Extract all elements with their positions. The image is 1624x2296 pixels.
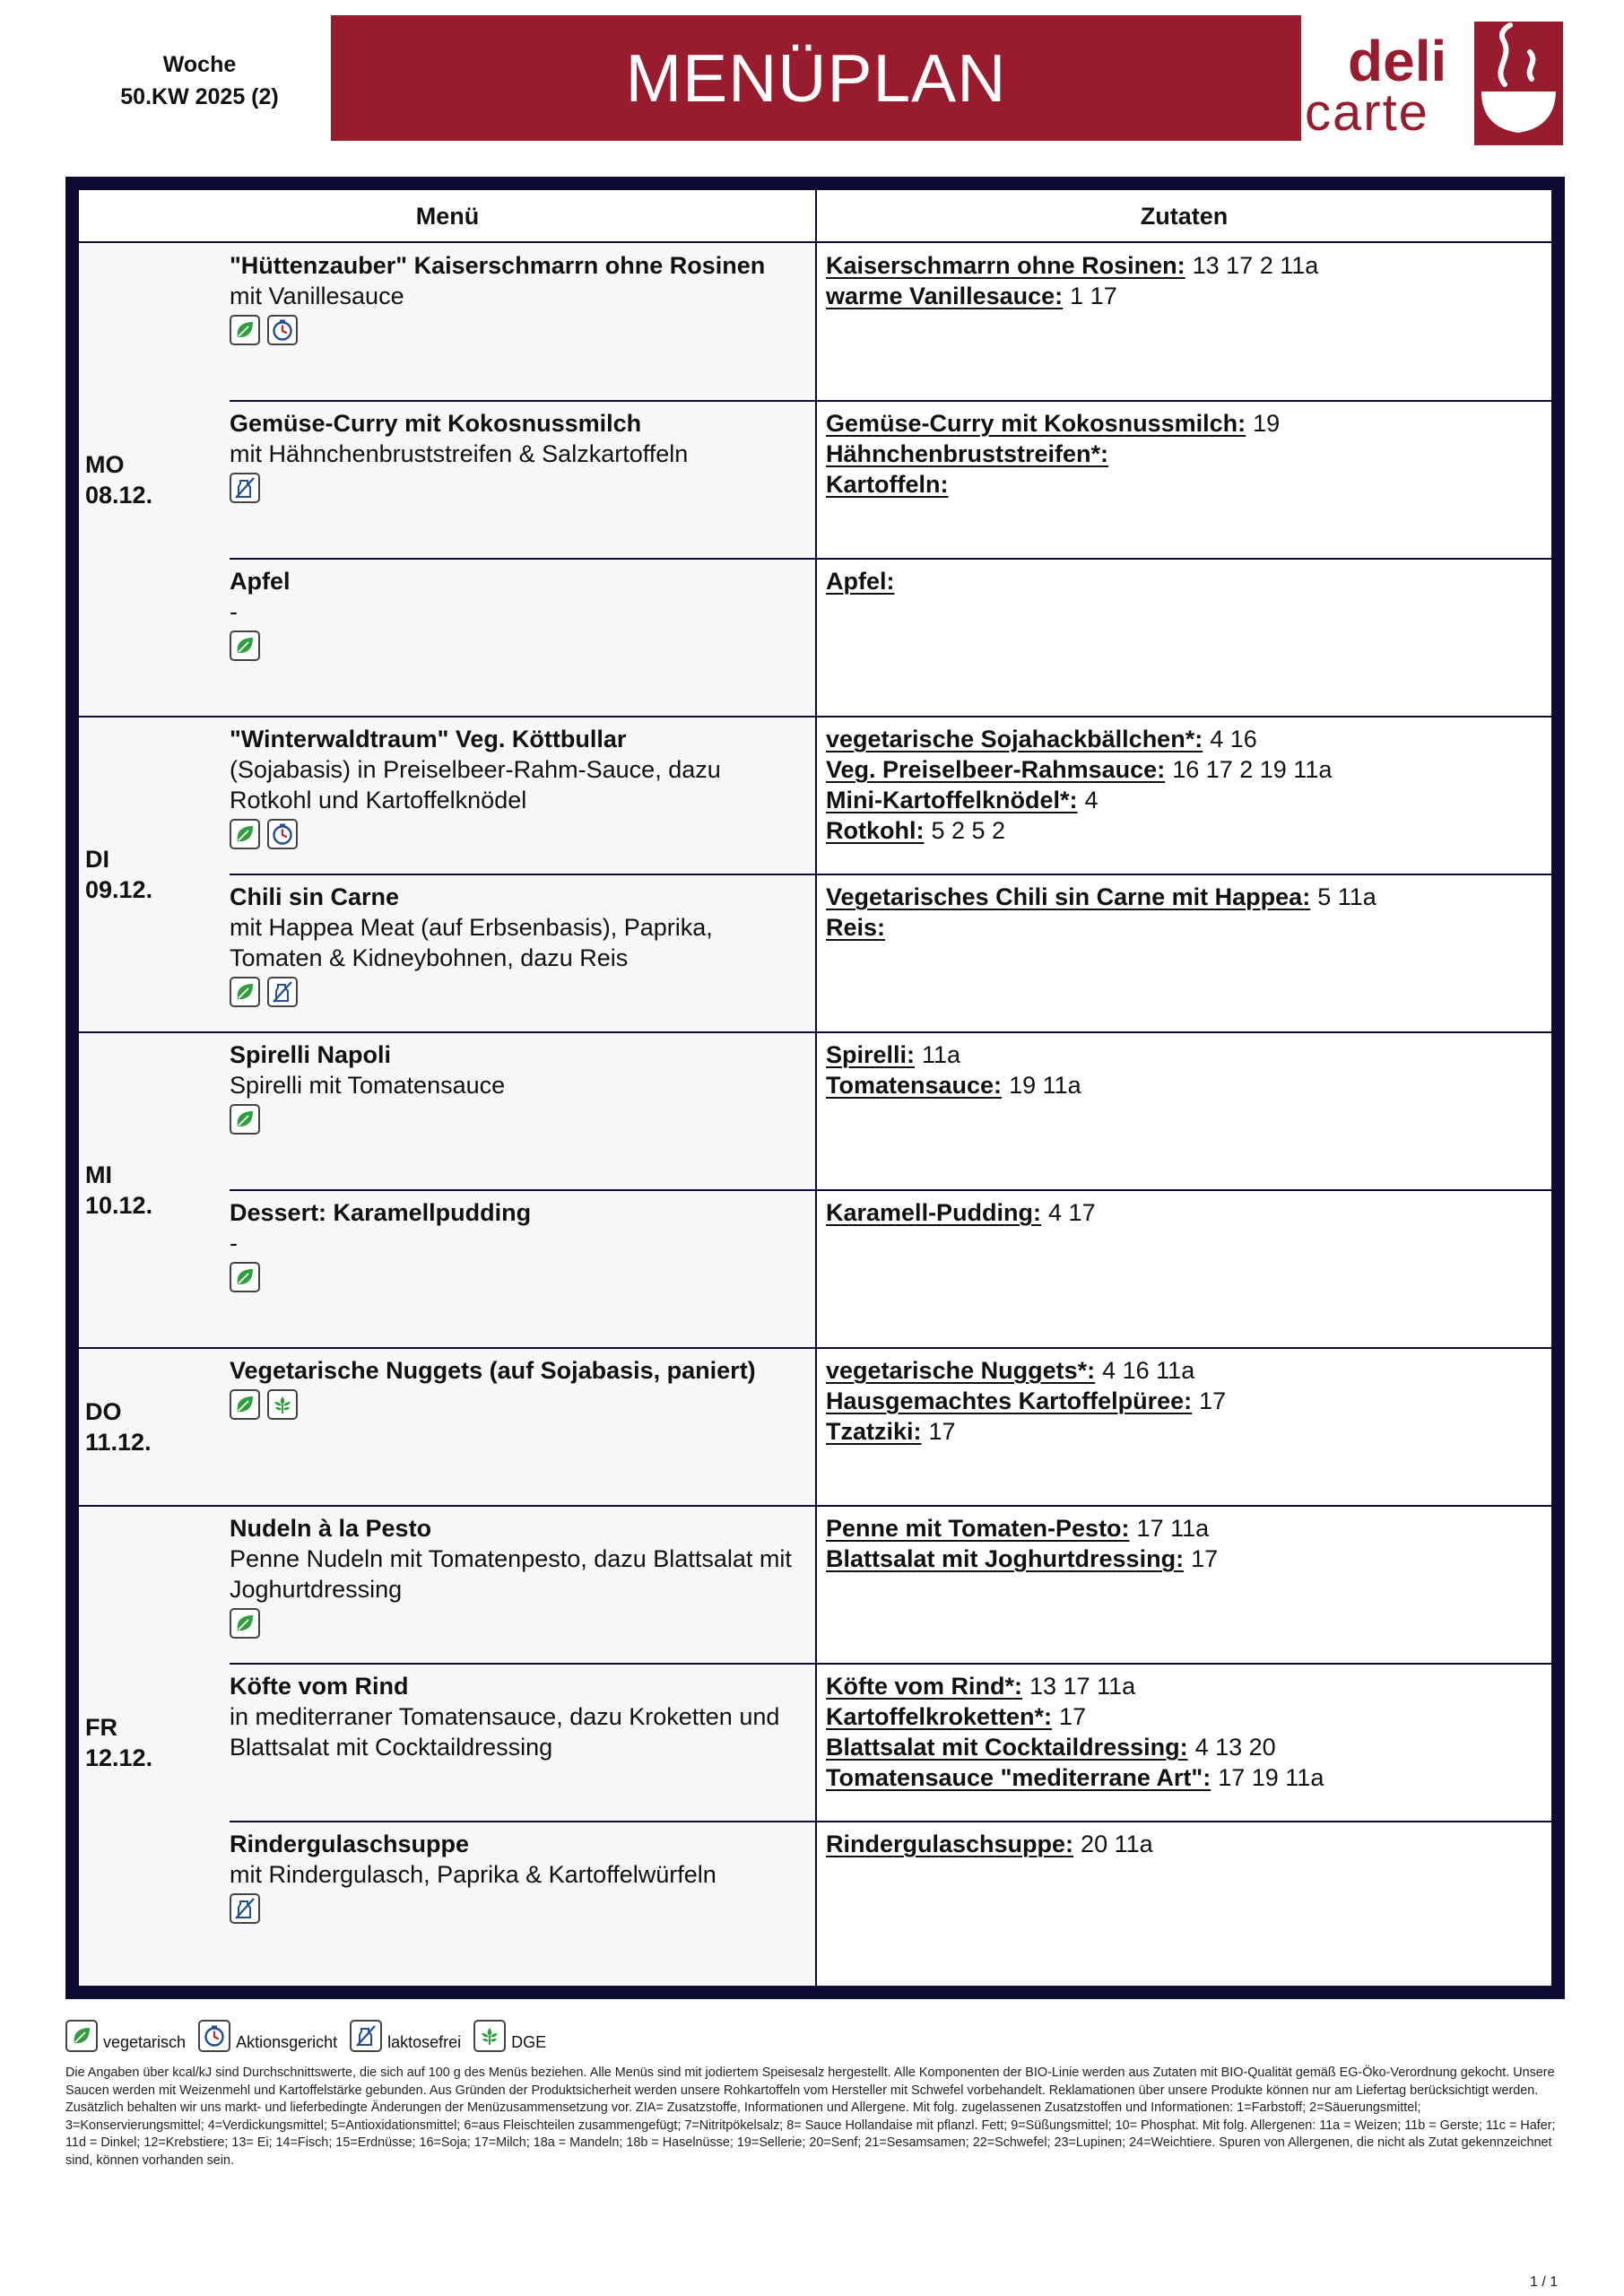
ingredient-line xyxy=(826,566,1543,596)
legend-label-action: Aktionsgericht xyxy=(236,2033,338,2051)
menu-table xyxy=(79,190,1551,1986)
ingredient-name: vegetarische Sojahackbällchen*: xyxy=(826,726,1203,752)
ingredient-line xyxy=(826,754,1543,785)
menu-item xyxy=(230,1671,812,1762)
legend-vegetarian xyxy=(65,2020,186,2052)
legend-label-dge: DGE xyxy=(511,2033,547,2051)
menu-item xyxy=(230,408,812,503)
ingredient-name: Kartoffelkroketten*: xyxy=(826,1703,1053,1730)
dge-icon xyxy=(267,1389,298,1420)
ingredient-list xyxy=(826,250,1543,311)
menu-item xyxy=(230,882,812,1007)
week-value: 50.KW 2025 (2) xyxy=(120,84,279,109)
dish-description: mit Happea Meat (auf Erbsenbasis), Paprika, xyxy=(230,914,713,941)
ingredient-name: Apfel: xyxy=(826,568,895,595)
vegetarian-icon xyxy=(230,315,260,345)
lactose-free-icon xyxy=(267,977,298,1007)
day-label xyxy=(85,1396,152,1457)
ingredient-name: Vegetarisches Chili sin Carne mit Happea: xyxy=(826,883,1311,910)
dish-name: Spirelli Napoli xyxy=(230,1041,392,1068)
legend-dge xyxy=(473,2020,546,2052)
allergen-codes: 17 xyxy=(1191,1545,1219,1572)
dge-icon xyxy=(473,2020,506,2052)
ingredient-line xyxy=(826,408,1543,439)
allergen-codes: 19 11a xyxy=(1009,1072,1081,1099)
ingredient-name: Mini-Kartoffelknödel*: xyxy=(826,787,1078,813)
day-label xyxy=(85,1160,152,1221)
ingredient-line xyxy=(826,1701,1543,1732)
dish-description: Joghurtdressing xyxy=(230,1576,403,1603)
ingredient-line xyxy=(826,785,1543,815)
ingredient-name: Blattsalat mit Joghurtdressing: xyxy=(826,1545,1185,1572)
allergen-codes: 4 16 11a xyxy=(1102,1357,1195,1384)
allergen-codes: 17 11a xyxy=(1136,1515,1210,1542)
day-date: 10.12. xyxy=(85,1192,153,1219)
day-divider xyxy=(79,716,1551,718)
day-date: 08.12. xyxy=(85,482,153,509)
ingredient-line xyxy=(826,1416,1543,1447)
dish-name: Rindergulaschsuppe xyxy=(230,1831,470,1857)
dish-name: Chili sin Carne xyxy=(230,883,400,910)
menu-item xyxy=(230,1513,812,1639)
day-date: 09.12. xyxy=(85,876,153,903)
column-header-menu: Menü xyxy=(79,190,816,242)
ingredient-list xyxy=(826,724,1543,846)
dish-description: mit Hähnchenbruststreifen & Salzkartoffeln xyxy=(230,440,689,467)
logo-bowl-icon xyxy=(1474,22,1563,145)
menu-item xyxy=(230,1039,812,1135)
ingredient-line xyxy=(826,1039,1543,1070)
ingredient-line xyxy=(826,1355,1543,1386)
day-name: DI xyxy=(85,846,109,873)
allergen-codes: 17 xyxy=(1199,1387,1227,1414)
ingredient-list xyxy=(826,1513,1543,1574)
ingredient-line xyxy=(826,250,1543,281)
ingredient-name: Köfte vom Rind*: xyxy=(826,1673,1022,1700)
dish-name: Nudeln à la Pesto xyxy=(230,1515,432,1542)
allergen-codes: 13 17 11a xyxy=(1029,1673,1136,1700)
dish-description: Penne Nudeln mit Tomatenpesto, dazu Blattsalat mit xyxy=(230,1545,792,1572)
dish-icons xyxy=(230,1104,812,1135)
day-name: MO xyxy=(85,451,125,478)
legend-lactose-free xyxy=(350,2020,461,2052)
allergen-codes: 16 17 2 19 11a xyxy=(1172,756,1333,783)
day-name: MI xyxy=(85,1161,112,1188)
dish-icons xyxy=(230,473,812,503)
dish-name: Gemüse-Curry mit Kokosnussmilch xyxy=(230,410,642,437)
dish-divider xyxy=(230,1663,1551,1665)
ingredient-line xyxy=(826,1732,1543,1762)
ingredient-list xyxy=(826,408,1543,500)
dish-description: Spirelli mit Tomatensauce xyxy=(230,1072,506,1099)
dish-description: mit Rindergulasch, Paprika & Kartoffelwürfeln xyxy=(230,1861,716,1888)
ingredient-name: Tomatensauce: xyxy=(826,1072,1003,1099)
ingredient-line xyxy=(826,1829,1543,1859)
menu-item xyxy=(230,1829,812,1924)
ingredient-name: warme Vanillesauce: xyxy=(826,283,1064,309)
allergen-codes: 13 17 2 11a xyxy=(1192,252,1319,279)
ingredient-line xyxy=(826,281,1543,311)
vegetarian-icon xyxy=(230,1389,260,1420)
dish-description: (Sojabasis) in Preiselbeer-Rahm-Sauce, dazu xyxy=(230,756,721,783)
dish-icons xyxy=(230,977,812,1007)
title-banner xyxy=(331,15,1301,141)
menu-item xyxy=(230,1355,812,1420)
allergen-codes: 4 xyxy=(1084,787,1099,813)
ingredient-name: Karamell-Pudding: xyxy=(826,1199,1042,1226)
allergen-codes: 5 11a xyxy=(1317,883,1376,910)
dish-description: Blattsalat mit Cocktaildressing xyxy=(230,1734,553,1761)
dish-name: "Winterwaldtraum" Veg. Köttbullar xyxy=(230,726,627,752)
ingredient-line xyxy=(826,1544,1543,1574)
dish-divider xyxy=(230,558,1551,560)
ingredient-line xyxy=(826,882,1543,912)
ingredient-line xyxy=(826,1070,1543,1100)
legal-footnote: Die Angaben über kcal/kJ sind Durchschnittswerte, die sich auf 100 g des Menüs beziehen. Alle Menüs sind mit jodiertem Speisesalz hergestellt. Alle Komponenten der BIO-Linie werden aus Zutaten mit BIO-Qualität gemäß EG-Öko-Verordnung gekocht. Unsere Saucen werden mit Weizenmehl und Kartoffelstärke gebunden. Aus Gründen der Produktsicherheit werden unsere Rohkartoffeln vom Hersteller mit Schwefel vorbehandelt. Reklamationen über unsere Produkte können nur am Liefertag berücksichtigt werden. Zusätzlich behalten wir uns markt- und lieferbedingte Änderungen der Menüzusammensetzung vor. ZIA= Zusatzstoffe, Informationen und Allergene. Mit folg. zugelassenen Zusatzstoffen und Informationen: 1=Farbstoff; 2=Säuerungsmittel; 3=Konservierungsmittel; 4=Verdickungsmittel; 5=Antioxidationsmittel; 6=aus Fleischteilen zusammengefügt; 7=Nitritpökelsalz; 8= Sauce Hollandaise mit pflanzl. Fett; 9=Süßungsmittel; 10= Phosphat. Mit folg. Allergenen: 11a = Weizen; 11b = Gerste; 11c = Hafer; 11d = Dinkel; 12=Krebstiere; 13= Ei; 14=Fisch; 15=Erdnüsse; 16=Soja; 17=Milch; 18a = Mandeln; 18b = Haselnüsse; 19=Sellerie; 20=Senf; 21=Sesamsamen; 22=Schwefel; 23=Lupinen; 24=Weichtiere. Spuren von Allergenen, die nicht als Zutat gekennzeichnet sind, können vorhanden sein. xyxy=(65,2066,1556,2168)
dish-icons xyxy=(230,315,812,345)
ingredient-line xyxy=(826,1386,1543,1416)
legend-label-lactose-free: laktosefrei xyxy=(387,2033,462,2051)
ingredient-list xyxy=(826,1829,1543,1859)
ingredient-list xyxy=(826,566,1543,596)
dish-description: mit Vanillesauce xyxy=(230,283,404,309)
ingredient-list xyxy=(826,1355,1543,1447)
day-label xyxy=(85,844,152,905)
ingredient-line xyxy=(826,912,1543,943)
ingredient-name: Veg. Preiselbeer-Rahmsauce: xyxy=(826,756,1166,783)
dish-icons xyxy=(230,819,812,849)
column-divider xyxy=(815,190,817,1986)
allergen-codes: 4 13 20 xyxy=(1194,1734,1276,1761)
ingredient-line xyxy=(826,815,1543,846)
vegetarian-icon xyxy=(230,1104,260,1135)
dish-description: in mediterraner Tomatensauce, dazu Kroketten und xyxy=(230,1703,780,1730)
ingredient-name: Spirelli: xyxy=(826,1041,916,1068)
menu-item xyxy=(230,724,812,849)
icon-legend xyxy=(65,2020,559,2052)
ingredient-list xyxy=(826,882,1543,943)
vegetarian-icon xyxy=(230,1262,260,1292)
ingredient-name: Tzatziki: xyxy=(826,1418,922,1445)
menu-item xyxy=(230,566,812,661)
dish-description: Rotkohl und Kartoffelknödel xyxy=(230,787,527,813)
week-label: Woche xyxy=(162,52,237,77)
day-date: 11.12. xyxy=(85,1429,152,1456)
allergen-codes: 11a xyxy=(922,1041,961,1068)
dish-name: "Hüttenzauber" Kaiserschmarrn ohne Rosinen xyxy=(230,252,766,279)
day-date: 12.12. xyxy=(85,1744,153,1771)
lactose-free-icon xyxy=(230,473,260,503)
allergen-codes: 17 xyxy=(928,1418,956,1445)
dish-description: - xyxy=(230,1230,238,1257)
allergen-codes: 5 2 5 2 xyxy=(931,817,1006,844)
ingredient-name: Reis: xyxy=(826,914,886,941)
day-label xyxy=(85,1712,152,1773)
ingredient-name: Rindergulaschsuppe: xyxy=(826,1831,1074,1857)
day-name: DO xyxy=(85,1398,122,1425)
ingredient-name: Blattsalat mit Cocktaildressing: xyxy=(826,1734,1188,1761)
day-label xyxy=(85,449,152,510)
dish-divider xyxy=(230,1189,1551,1191)
ingredient-name: Hähnchenbruststreifen*: xyxy=(826,440,1109,467)
ingredient-name: Kartoffeln: xyxy=(826,471,949,498)
vegetarian-icon xyxy=(230,1608,260,1639)
lactose-free-icon xyxy=(350,2020,382,2052)
page-number: 1 / 1 xyxy=(1530,2274,1559,2290)
clock-icon xyxy=(267,819,298,849)
logo-text-carte: carte xyxy=(1305,83,1429,142)
ingredient-name: Tomatensauce "mediterrane Art": xyxy=(826,1764,1211,1791)
day-divider xyxy=(79,1505,1551,1507)
ingredient-line xyxy=(826,1197,1543,1228)
ingredient-name: Gemüse-Curry mit Kokosnussmilch: xyxy=(826,410,1246,437)
allergen-codes: 17 19 11a xyxy=(1218,1764,1324,1791)
logo-text-deli: deli xyxy=(1348,29,1447,93)
ingredient-line xyxy=(826,1513,1543,1544)
ingredient-line xyxy=(826,724,1543,754)
dish-icons xyxy=(230,631,812,661)
ingredient-name: Penne mit Tomaten-Pesto: xyxy=(826,1515,1130,1542)
ingredient-line xyxy=(826,1671,1543,1701)
allergen-codes: 1 17 xyxy=(1070,283,1117,309)
dish-icons xyxy=(230,1262,812,1292)
clock-icon xyxy=(267,315,298,345)
dish-icons xyxy=(230,1389,812,1420)
dish-divider xyxy=(230,874,1551,875)
legend-action xyxy=(198,2020,337,2052)
dish-icons xyxy=(230,1608,812,1639)
dish-divider xyxy=(230,1821,1551,1822)
menu-item xyxy=(230,250,812,345)
column-header-ingredients: Zutaten xyxy=(817,190,1551,242)
week-info xyxy=(90,48,309,113)
allergen-codes: 19 xyxy=(1253,410,1281,437)
vegetarian-icon xyxy=(230,631,260,661)
allergen-codes: 4 16 xyxy=(1210,726,1257,752)
dish-name: Vegetarische Nuggets (auf Sojabasis, paniert) xyxy=(230,1357,756,1384)
dish-name: Dessert: Karamellpudding xyxy=(230,1199,532,1226)
dish-name: Köfte vom Rind xyxy=(230,1673,409,1700)
dish-description: - xyxy=(230,598,238,625)
ingredient-line xyxy=(826,1762,1543,1793)
ingredient-name: Hausgemachtes Kartoffelpüree: xyxy=(826,1387,1193,1414)
ingredient-line xyxy=(826,469,1543,500)
allergen-codes: 17 xyxy=(1059,1703,1087,1730)
day-divider xyxy=(79,1031,1551,1033)
ingredient-line xyxy=(826,439,1543,469)
ingredient-name: Kaiserschmarrn ohne Rosinen: xyxy=(826,252,1185,279)
lactose-free-icon xyxy=(230,1893,260,1924)
legend-label-vegetarian: vegetarisch xyxy=(103,2033,187,2051)
delicarte-logo xyxy=(1305,13,1563,145)
dish-icons xyxy=(230,1893,812,1924)
clock-icon xyxy=(198,2020,230,2052)
menu-table-frame xyxy=(65,177,1565,1999)
dish-divider xyxy=(230,400,1551,402)
menu-item xyxy=(230,1197,812,1292)
day-divider xyxy=(79,1347,1551,1349)
page-title: MENÜPLAN xyxy=(625,40,1007,116)
vegetarian-icon xyxy=(230,819,260,849)
vegetarian-icon xyxy=(65,2020,98,2052)
ingredient-list xyxy=(826,1197,1543,1228)
dish-name: Apfel xyxy=(230,568,291,595)
ingredient-list xyxy=(826,1671,1543,1793)
allergen-codes: 20 11a xyxy=(1081,1831,1153,1857)
ingredient-list xyxy=(826,1039,1543,1100)
ingredient-name: Rotkohl: xyxy=(826,817,925,844)
dish-description: Tomaten & Kidneybohnen, dazu Reis xyxy=(230,944,629,971)
allergen-codes: 4 17 xyxy=(1048,1199,1096,1226)
vegetarian-icon xyxy=(230,977,260,1007)
day-name: FR xyxy=(85,1714,117,1741)
ingredient-name: vegetarische Nuggets*: xyxy=(826,1357,1096,1384)
